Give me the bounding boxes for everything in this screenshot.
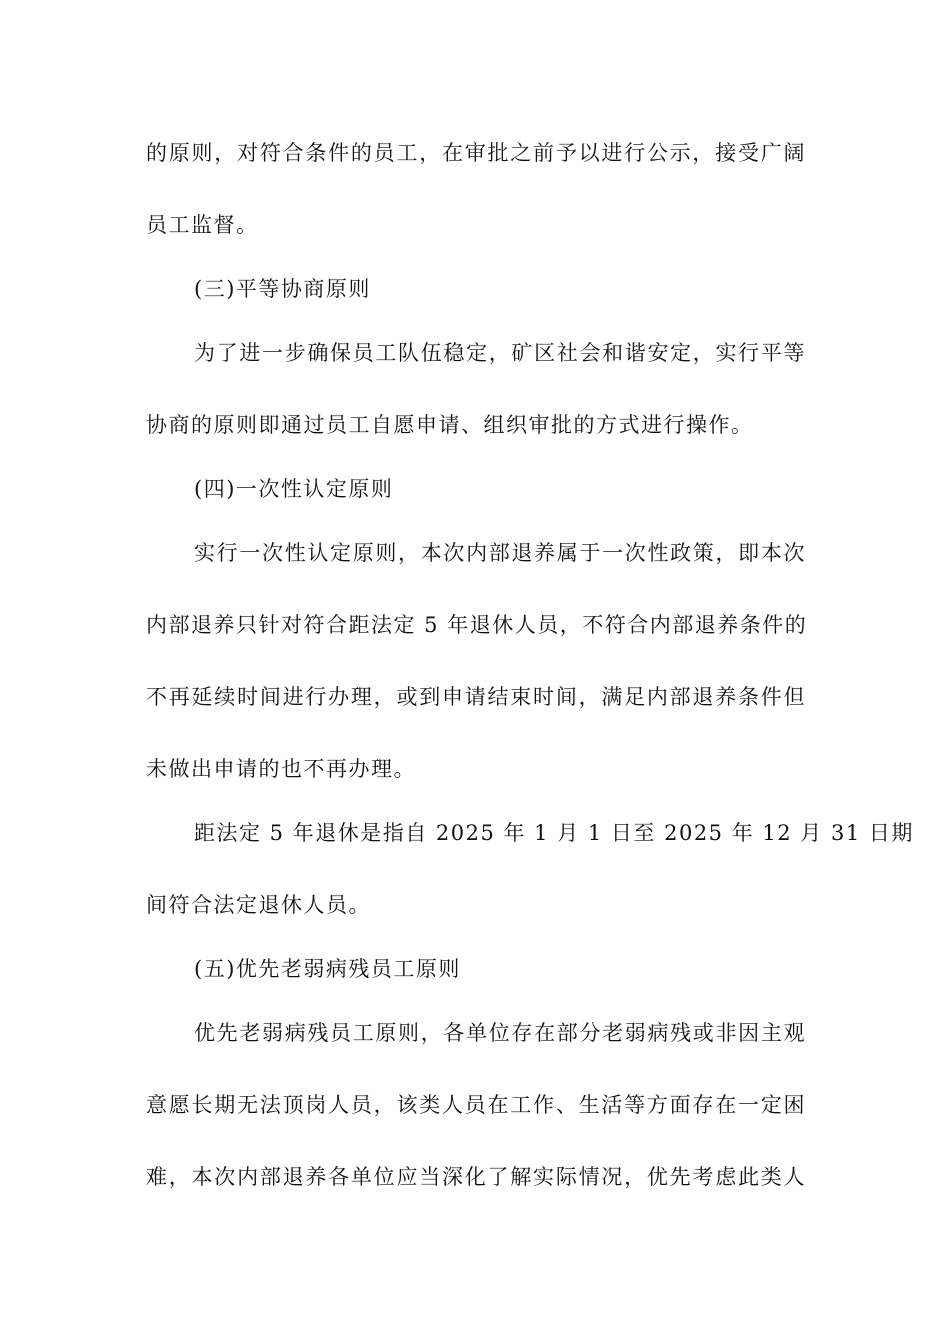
paragraph-line: 不再延续时间进行办理，或到申请结束时间，满足内部退养条件但	[146, 685, 806, 709]
paragraph-line: 难，本次内部退养各单位应当深化了解实际情况，优先考虑此类人	[146, 1165, 806, 1189]
paragraph-line: 内部退养只针对符合距法定 5 年退休人员，不符合内部退养条件的	[146, 613, 808, 637]
section-heading: (三)平等协商原则	[194, 277, 371, 301]
paragraph-line: 员工监督。	[146, 213, 259, 237]
paragraph-line: 的原则，对符合条件的员工，在审批之前予以进行公示，接受广阔	[146, 141, 806, 165]
paragraph-line: 未做出申请的也不再办理。	[146, 757, 416, 781]
paragraph-line: 意愿长期无法顶岗人员，该类人员在工作、生活等方面存在一定困	[146, 1093, 806, 1117]
paragraph-line: 间符合法定退休人员。	[146, 893, 371, 917]
paragraph-line: 优先老弱病残员工原则，各单位存在部分老弱病残或非因主观	[194, 1021, 806, 1045]
section-heading: (四)一次性认定原则	[194, 477, 394, 501]
paragraph-line: 实行一次性认定原则，本次内部退养属于一次性政策，即本次	[194, 541, 806, 565]
paragraph-line: 距法定 5 年退休是指自 2025 年 1 月 1 日至 2025 年 12 月 31 日期	[194, 821, 914, 845]
section-heading: (五)优先老弱病残员工原则	[194, 957, 461, 981]
paragraph-line: 为了进一步确保员工队伍稳定，矿区社会和谐安定，实行平等	[194, 341, 806, 365]
paragraph-line: 协商的原则即通过员工自愿申请、组织审批的方式进行操作。	[146, 413, 754, 437]
